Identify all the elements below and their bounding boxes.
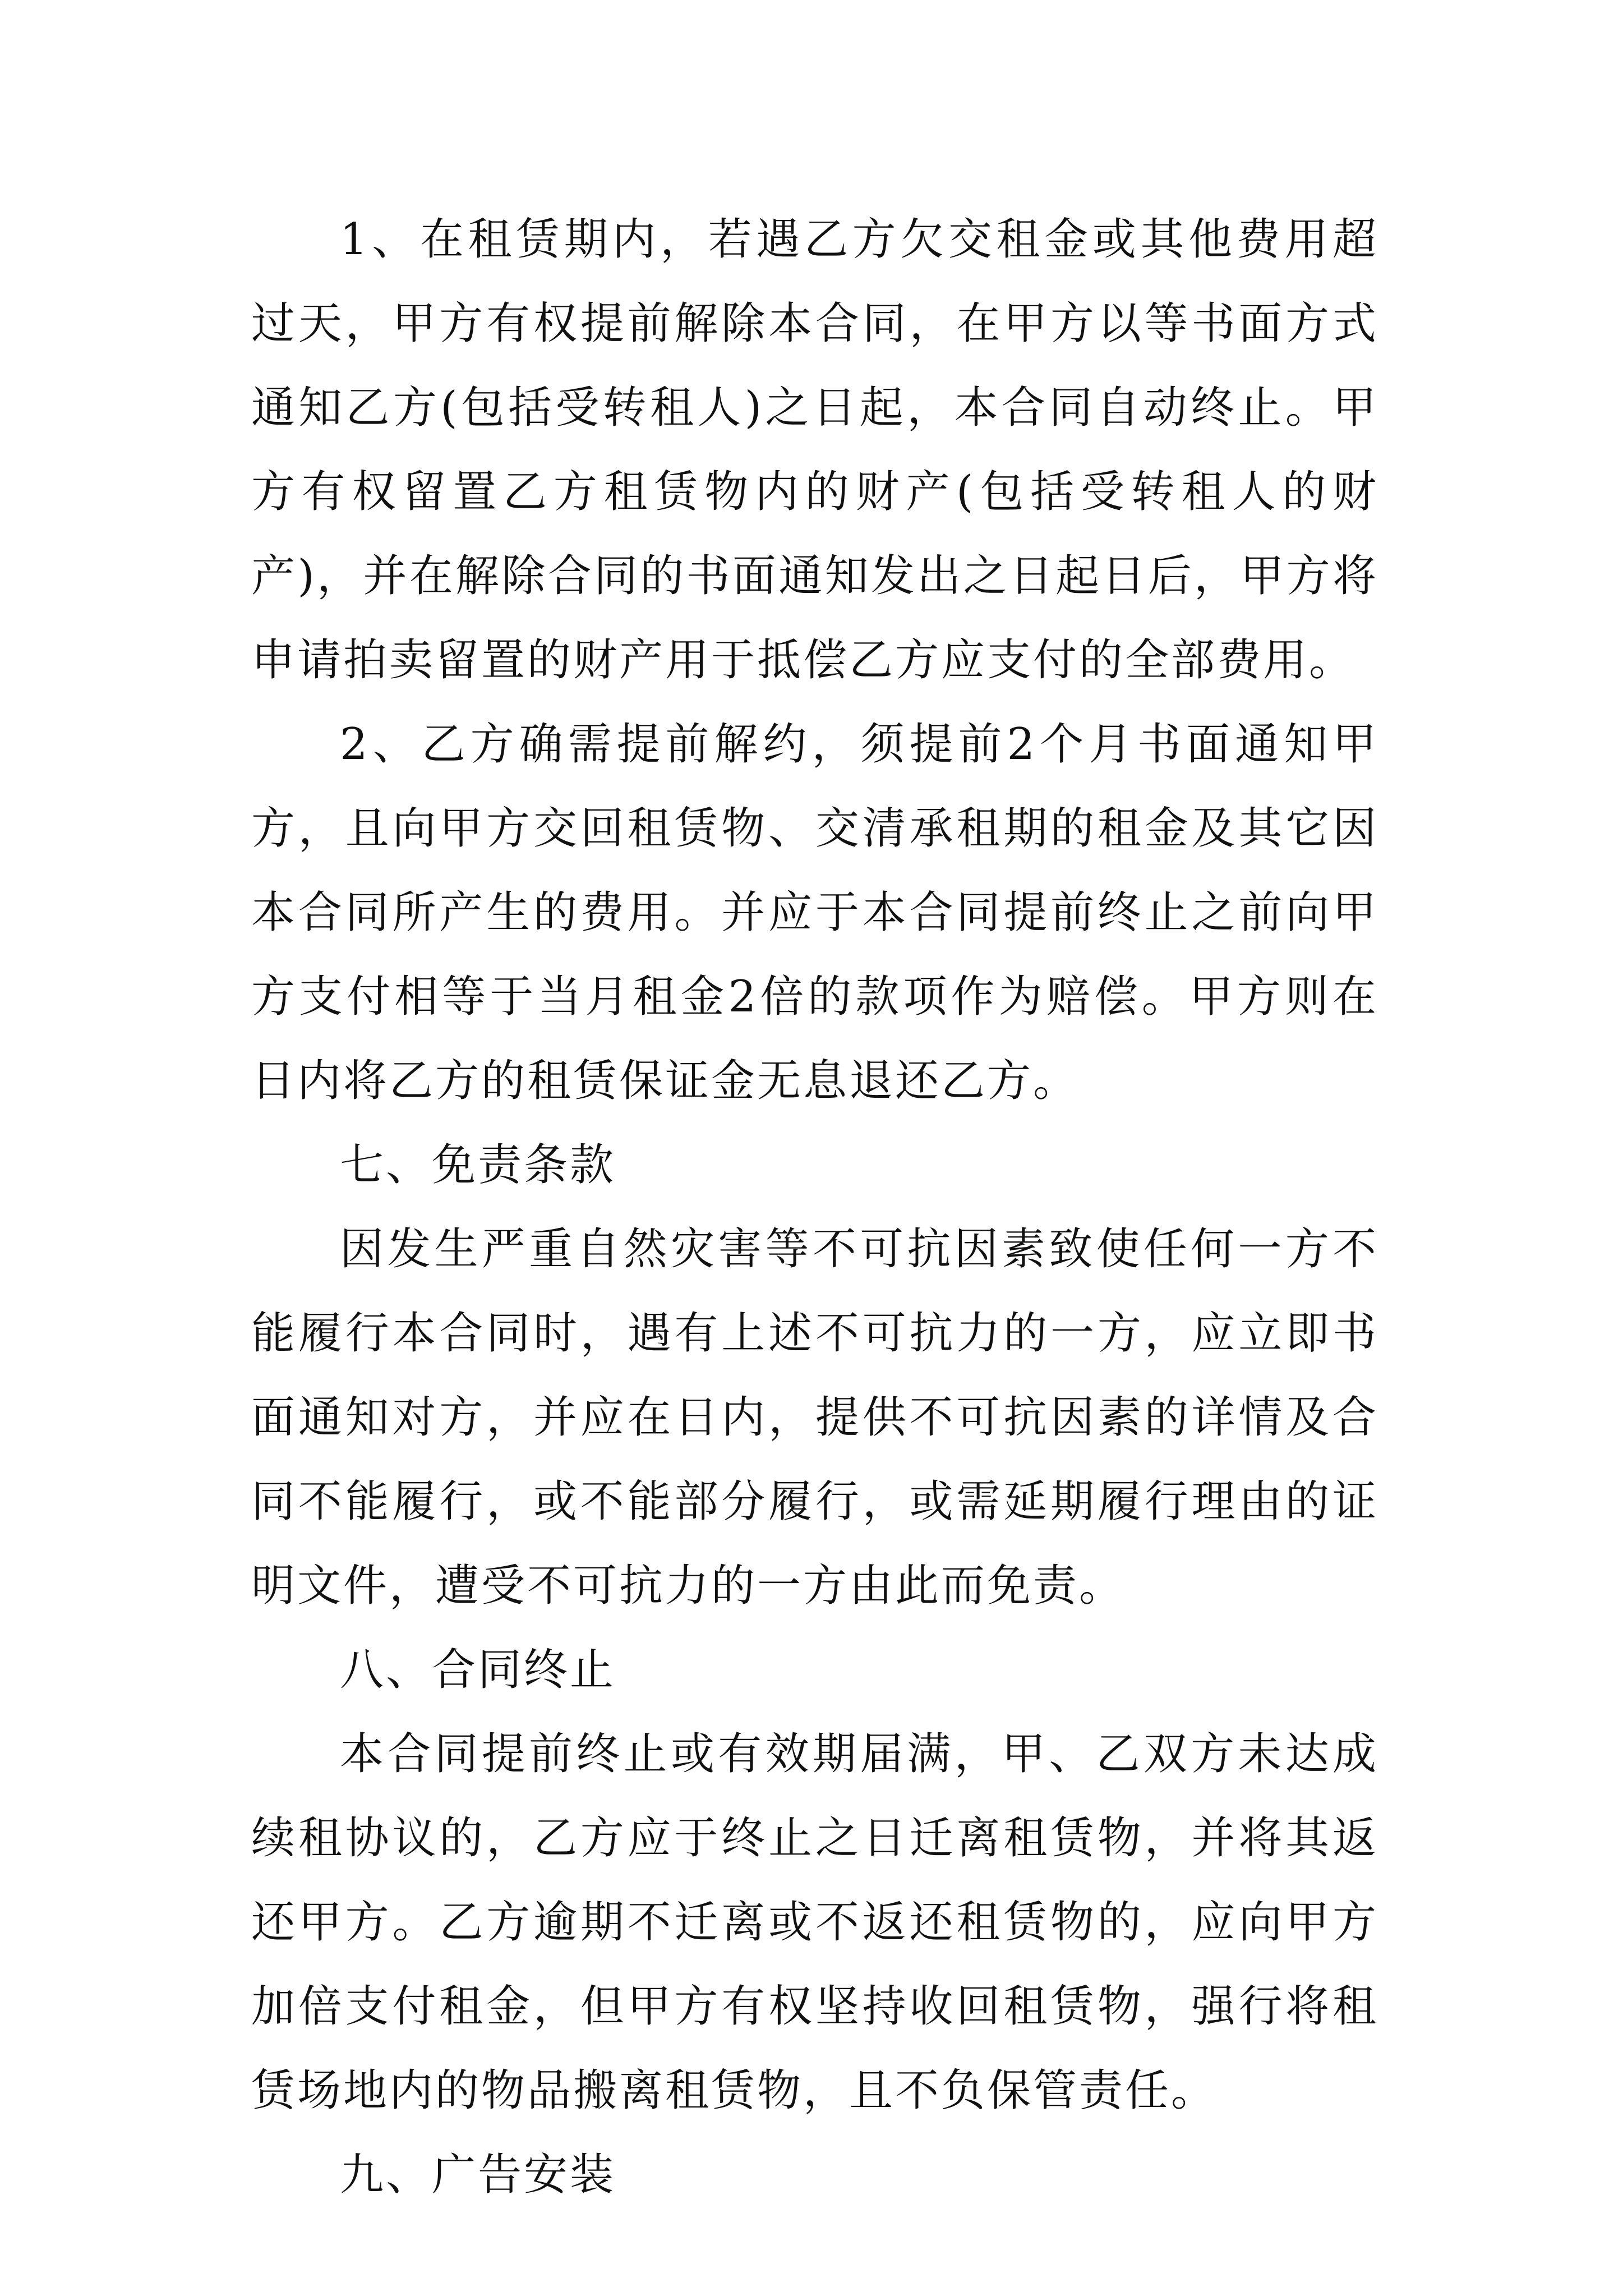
clause-2-early-cancellation: 2、乙方确需提前解约，须提前2个月书面通知甲方，且向甲方交回租赁物、交清承租期的租金及其它因本合同所产生的费用。并应于本合同提前终止之前向甲方支付相等于当月租金2倍的款项作为赔偿。甲方则在日内将乙方的租赁保证金无息退还乙方。	[251, 719, 1378, 1106]
section-heading-exemption: 七、免责条款	[340, 1140, 616, 1190]
document-body	[251, 197, 1378, 2217]
section-heading-advertising: 九、广告安装	[340, 2150, 616, 2200]
clause-1-early-termination: 1、在租赁期内，若遇乙方欠交租金或其他费用超过天，甲方有权提前解除本合同，在甲方以等书面方式通知乙方(包括受转租人)之日起，本合同自动终止。甲方有权留置乙方租赁物内的财产(包括受转租人的财产)，并在解除合同的书面通知发出之日起日后，甲方将申请拍卖留置的财产用于抵偿乙方应支付的全部费用。	[251, 214, 1378, 685]
termination-paragraph: 本合同提前终止或有效期届满，甲、乙双方未达成续租协议的，乙方应于终止之日迁离租赁物，并将其返还甲方。乙方逾期不迁离或不返还租赁物的，应向甲方加倍支付租金，但甲方有权坚持收回租赁物，强行将租赁场地内的物品搬离租赁物，且不负保管责任。	[251, 1729, 1378, 2116]
section-heading-termination: 八、合同终止	[340, 1645, 616, 1695]
exemption-paragraph: 因发生严重自然灾害等不可抗因素致使任何一方不能履行本合同时，遇有上述不可抗力的一方，应立即书面通知对方，并应在日内，提供不可抗因素的详情及合同不能履行，或不能部分履行，或需延期履行理由的证明文件，遭受不可抗力的一方由此而免责。	[251, 1224, 1378, 1611]
